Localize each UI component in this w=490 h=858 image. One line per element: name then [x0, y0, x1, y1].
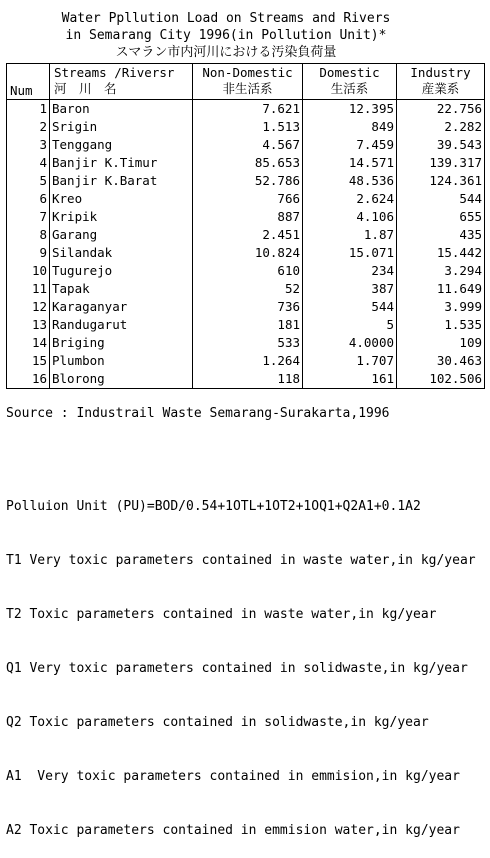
row-num: 9 [7, 244, 50, 262]
table-row [7, 100, 485, 119]
row-domestic: 387 [303, 280, 397, 298]
table-row [7, 316, 485, 334]
row-domestic: 4.0000 [303, 334, 397, 352]
header-streams [50, 64, 193, 100]
table-row [7, 190, 485, 208]
row-industry: 3.294 [397, 262, 485, 280]
header-domestic-jp: 生活系 [330, 81, 369, 96]
row-domestic: 5 [303, 316, 397, 334]
row-industry: 39.543 [397, 136, 485, 154]
row-nondomestic: 181 [193, 316, 303, 334]
table-header-row [7, 64, 485, 100]
title-line-2: in Semarang City 1996(in Pollution Unit)* [65, 28, 387, 43]
note-line: A1 Very toxic parameters contained in emmision,in kg/year [6, 769, 460, 784]
row-num: 8 [7, 226, 50, 244]
row-nondomestic: 533 [193, 334, 303, 352]
table-row [7, 118, 485, 136]
note-line: Q2 Toxic parameters contained in solidwaste,in kg/year [6, 715, 429, 730]
row-num: 12 [7, 298, 50, 316]
table-row [7, 298, 485, 316]
row-nondomestic: 1.264 [193, 352, 303, 370]
row-num: 14 [7, 334, 50, 352]
row-num: 3 [7, 136, 50, 154]
row-domestic: 1.87 [303, 226, 397, 244]
header-nondomestic-en: Non-Domestic [202, 65, 293, 80]
row-domestic: 544 [303, 298, 397, 316]
row-nondomestic: 52.786 [193, 172, 303, 190]
row-nondomestic: 736 [193, 298, 303, 316]
row-nondomestic: 4.567 [193, 136, 303, 154]
row-domestic: 15.071 [303, 244, 397, 262]
row-num: 7 [7, 208, 50, 226]
row-industry: 11.649 [397, 280, 485, 298]
table-row [7, 334, 485, 352]
header-industry-jp: 産業系 [421, 81, 460, 96]
note-line: A2 Toxic parameters contained in emmision water,in kg/year [6, 823, 460, 838]
row-industry: 102.506 [397, 370, 485, 389]
note-line: T1 Very toxic parameters contained in waste water,in kg/year [6, 553, 476, 568]
row-stream-name: Baron [50, 100, 193, 119]
header-industry-en: Industry [410, 65, 471, 80]
row-domestic: 12.395 [303, 100, 397, 119]
header-industry [397, 64, 485, 100]
row-num: 1 [7, 100, 50, 119]
row-stream-name: Tenggang [50, 136, 193, 154]
row-num: 6 [7, 190, 50, 208]
row-industry: 139.317 [397, 154, 485, 172]
row-stream-name: Kripik [50, 208, 193, 226]
row-nondomestic: 887 [193, 208, 303, 226]
row-stream-name: Banjir K.Timur [50, 154, 193, 172]
table-row [7, 208, 485, 226]
row-num: 10 [7, 262, 50, 280]
row-domestic: 7.459 [303, 136, 397, 154]
row-industry: 2.282 [397, 118, 485, 136]
row-nondomestic: 610 [193, 262, 303, 280]
row-industry: 1.535 [397, 316, 485, 334]
row-stream-name: Randugarut [50, 316, 193, 334]
row-nondomestic: 52 [193, 280, 303, 298]
table-row [7, 154, 485, 172]
title-line-1: Water Ppllution Load on Streams and Rivers [61, 11, 391, 26]
pollution-load-table [6, 63, 485, 389]
table-row [7, 262, 485, 280]
row-num: 15 [7, 352, 50, 370]
row-industry: 22.756 [397, 100, 485, 119]
title-line-japanese: スマラン市内河川における汚染負荷量 [115, 45, 337, 60]
row-industry: 109 [397, 334, 485, 352]
row-industry: 15.442 [397, 244, 485, 262]
header-streams-jp: 河 川 名 [54, 81, 117, 96]
row-industry: 124.361 [397, 172, 485, 190]
row-num: 16 [7, 370, 50, 389]
note-line: Polluion Unit (PU)=BOD/0.54+1OTL+1OT2+1OQ1+Q2A1+0.1A2 [6, 499, 421, 514]
row-num: 13 [7, 316, 50, 334]
row-stream-name: Briging [50, 334, 193, 352]
source-note: Source : Industrail Waste Semarang-Surakarta,1996 [6, 406, 390, 421]
row-nondomestic: 85.653 [193, 154, 303, 172]
row-nondomestic: 10.824 [193, 244, 303, 262]
table-row [7, 172, 485, 190]
table-row [7, 226, 485, 244]
row-nondomestic: 118 [193, 370, 303, 389]
row-stream-name: Tugurejo [50, 262, 193, 280]
header-nondomestic-jp: 非生活系 [222, 81, 273, 96]
row-nondomestic: 7.621 [193, 100, 303, 119]
row-stream-name: Plumbon [50, 352, 193, 370]
row-stream-name: Karaganyar [50, 298, 193, 316]
row-stream-name: Silandak [50, 244, 193, 262]
row-domestic: 161 [303, 370, 397, 389]
row-industry: 655 [397, 208, 485, 226]
row-nondomestic: 1.513 [193, 118, 303, 136]
row-num: 11 [7, 280, 50, 298]
header-num: Num [7, 64, 50, 100]
table-row [7, 370, 485, 389]
note-line: Q1 Very toxic parameters contained in solidwaste,in kg/year [6, 661, 468, 676]
row-stream-name: Garang [50, 226, 193, 244]
row-stream-name: Blorong [50, 370, 193, 389]
header-nondomestic [193, 64, 303, 100]
row-nondomestic: 2.451 [193, 226, 303, 244]
table-row [7, 136, 485, 154]
row-industry: 30.463 [397, 352, 485, 370]
row-domestic: 2.624 [303, 190, 397, 208]
row-industry: 435 [397, 226, 485, 244]
row-domestic: 14.571 [303, 154, 397, 172]
row-domestic: 1.707 [303, 352, 397, 370]
row-stream-name: Tapak [50, 280, 193, 298]
row-num: 2 [7, 118, 50, 136]
header-domestic [303, 64, 397, 100]
row-num: 5 [7, 172, 50, 190]
row-domestic: 4.106 [303, 208, 397, 226]
row-domestic: 234 [303, 262, 397, 280]
row-stream-name: Srigin [50, 118, 193, 136]
row-num: 4 [7, 154, 50, 172]
row-stream-name: Kreo [50, 190, 193, 208]
table-row [7, 352, 485, 370]
row-stream-name: Banjir K.Barat [50, 172, 193, 190]
pollution-unit-notes [6, 462, 476, 858]
row-domestic: 48.536 [303, 172, 397, 190]
row-nondomestic: 766 [193, 190, 303, 208]
row-domestic: 849 [303, 118, 397, 136]
note-line: T2 Toxic parameters contained in waste water,in kg/year [6, 607, 437, 622]
header-domestic-en: Domestic [319, 65, 380, 80]
table-row [7, 244, 485, 262]
row-industry: 3.999 [397, 298, 485, 316]
row-industry: 544 [397, 190, 485, 208]
table-row [7, 280, 485, 298]
header-streams-en: Streams /Riversr [54, 65, 175, 80]
